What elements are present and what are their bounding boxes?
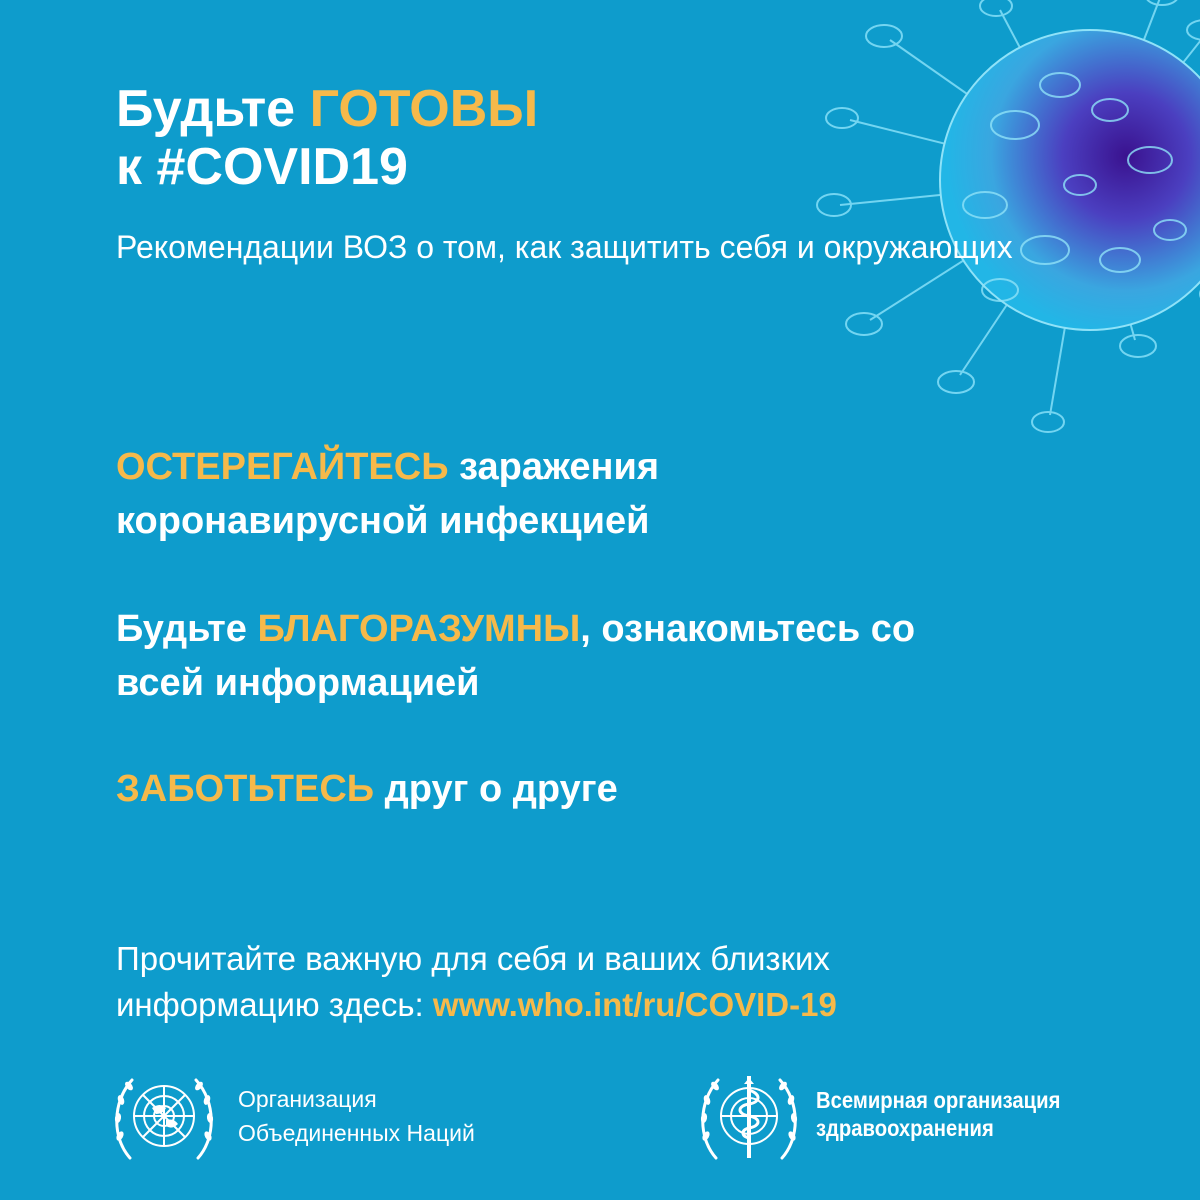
message-beware-line2: коронавирусной инфекцией	[116, 500, 650, 542]
message-be-smart-prefix: Будьте	[116, 608, 258, 650]
poster-headline	[116, 80, 538, 196]
footer-info	[116, 936, 837, 1028]
un-name-line1: Организация	[238, 1086, 377, 1112]
who-name	[816, 1086, 1060, 1142]
un-emblem-icon	[108, 1066, 220, 1170]
un-name-line2: Объединенных Наций	[238, 1120, 475, 1146]
who-name-line1: Всемирная организация	[816, 1087, 1061, 1113]
headline-prefix: Будьте	[116, 80, 310, 138]
footer-line2-prefix: информацию здесь:	[116, 986, 433, 1023]
message-beware-accent: ОСТЕРЕГАЙТЕСЬ	[116, 446, 449, 488]
who-emblem-icon	[694, 1066, 804, 1170]
message-be-smart-rest: , ознакомьтесь со	[580, 608, 916, 650]
message-be-kind	[116, 762, 618, 816]
message-beware	[116, 440, 659, 548]
who-name-line2: здравоохранения	[816, 1115, 994, 1141]
headline-line2: к #COVID19	[116, 138, 408, 196]
footer-line1: Прочитайте важную для себя и ваших близких	[116, 940, 830, 977]
message-be-kind-rest: друг о друге	[374, 768, 618, 810]
message-beware-rest: заражения	[448, 446, 660, 488]
message-be-smart-line2: всей информацией	[116, 662, 480, 704]
message-be-smart	[116, 602, 915, 710]
headline-accent: ГОТОВЫ	[309, 80, 539, 138]
un-name	[238, 1082, 475, 1150]
poster-subtitle: Рекомендации ВОЗ о том, как защитить себя и окружающих	[116, 229, 1013, 265]
message-be-kind-accent: ЗАБОТЬТЕСЬ	[116, 768, 375, 810]
who-covid-link[interactable]: www.who.int/ru/COVID-19	[432, 986, 837, 1023]
coronavirus-illustration-icon	[800, 0, 1200, 450]
message-be-smart-accent: БЛАГОРАЗУМНЫ	[257, 608, 581, 650]
